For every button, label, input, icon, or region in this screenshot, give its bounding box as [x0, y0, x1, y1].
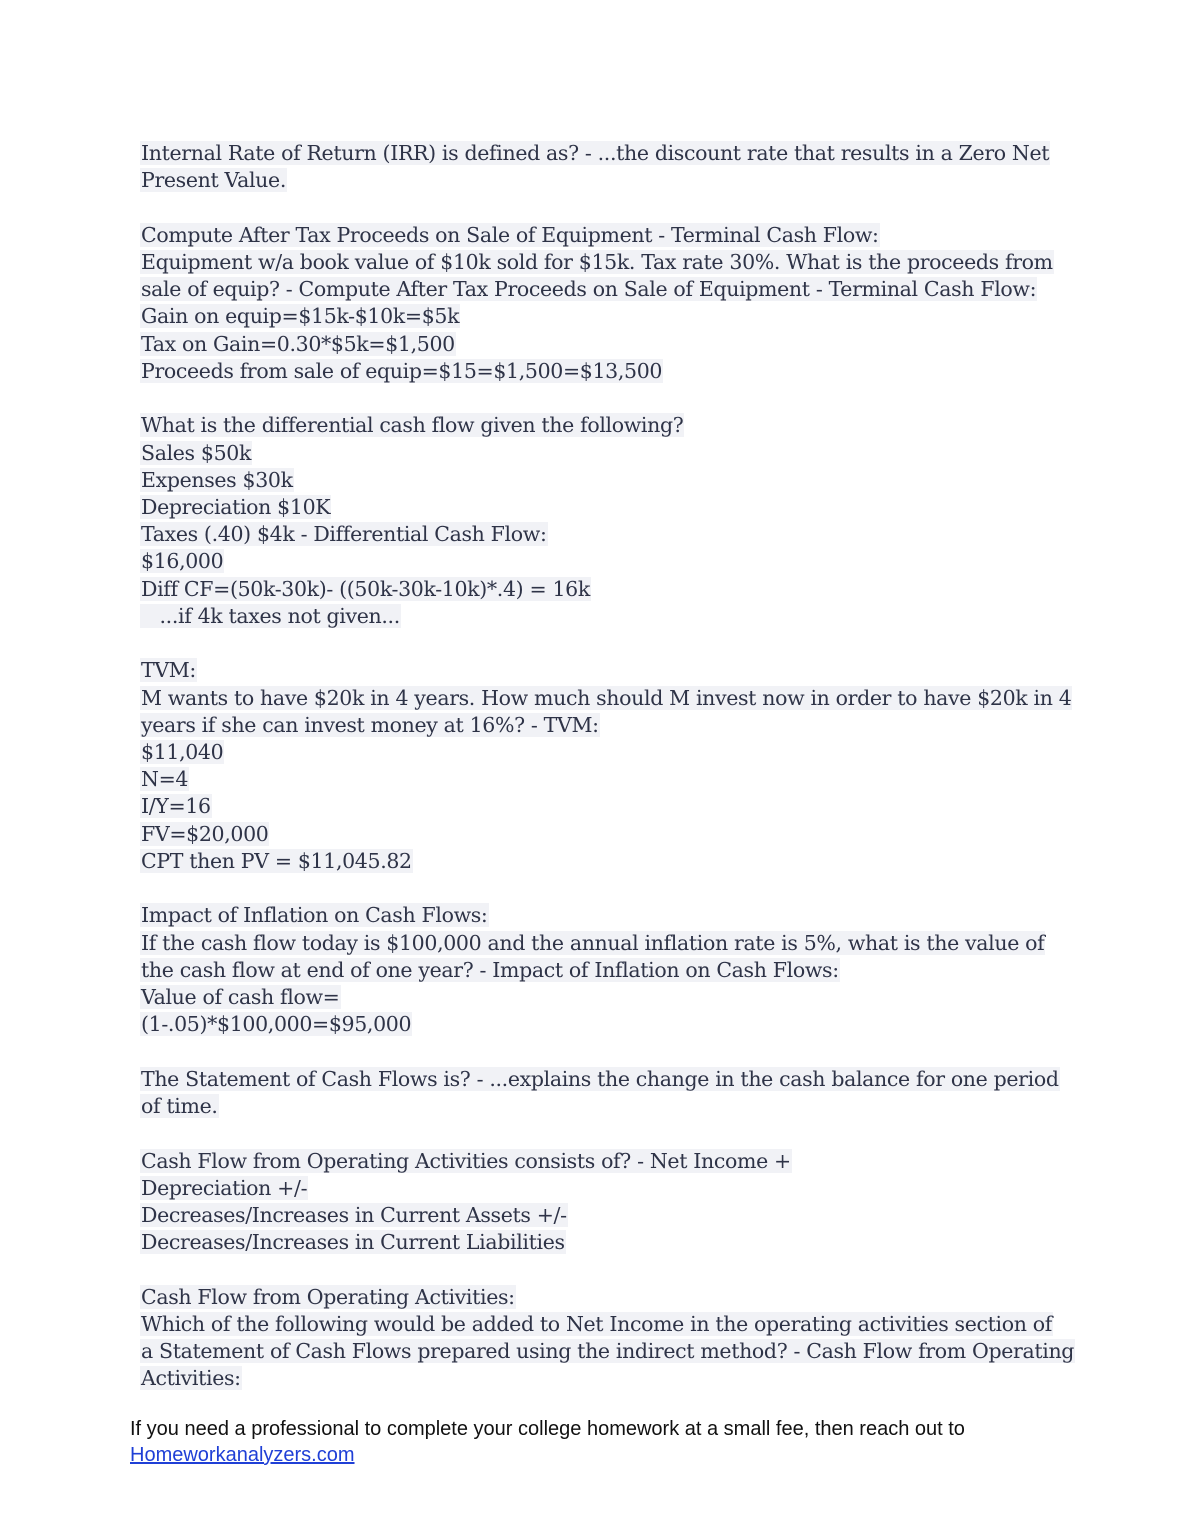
- qa-line-text: Value of cash flow=: [141, 985, 340, 1010]
- qa-line: [140, 657, 1050, 684]
- qa-line-text: of time.: [141, 1094, 218, 1119]
- qa-line-text: Present Value.: [141, 168, 286, 193]
- qa-block: [140, 902, 1050, 1038]
- qa-block: [140, 657, 1072, 875]
- qa-line-text: Activities:: [141, 1366, 241, 1391]
- qa-line: [140, 440, 1050, 467]
- qa-line: [140, 331, 1050, 358]
- homework-link[interactable]: Homeworkanalyzers.com: [130, 1444, 355, 1466]
- qa-block: [140, 222, 1053, 385]
- qa-line: [140, 848, 1050, 875]
- qa-block: [140, 1284, 1075, 1393]
- qa-line: [140, 1311, 1050, 1338]
- qa-line-text: Sales $50k: [141, 440, 252, 465]
- qa-line: [140, 1066, 1059, 1093]
- qa-line-text: What is the differential cash flow given the following?: [141, 413, 684, 438]
- qa-line-text: the cash flow at end of one year? - Impact of Inflation on Cash Flows:: [141, 957, 839, 982]
- qa-line-text: years if she can invest money at 16%? - TVM:: [141, 712, 599, 737]
- qa-line: [140, 276, 1050, 303]
- qa-line: [140, 930, 1050, 957]
- qa-line-text: Equipment w/a book value of $10k sold for $15k. Tax rate 30%. What is the proceeds from: [141, 250, 1053, 274]
- qa-line-text: Compute After Tax Proceeds on Sale of Equipment - Terminal Cash Flow:: [141, 222, 879, 247]
- footer-promo: [130, 1416, 1060, 1468]
- qa-line: [140, 1284, 1050, 1311]
- qa-line: [140, 712, 1050, 739]
- qa-line: [140, 303, 1050, 330]
- qa-line-text: Proceeds from sale of equip=$15=$1,500=$13,500: [141, 358, 663, 383]
- qa-line: [140, 249, 1053, 276]
- qa-line: [140, 521, 1050, 548]
- qa-line-text: Tax on Gain=0.30*$5k=$1,500: [141, 331, 455, 356]
- qa-line: [140, 1229, 1050, 1256]
- qa-line: [140, 1093, 1050, 1120]
- qa-line-text: TVM:: [141, 658, 196, 683]
- qa-line-text: Diff CF=(50k-30k)- ((50k-30k-10k)*.4) = 16k: [141, 576, 590, 601]
- qa-content: [140, 140, 1075, 1420]
- qa-block: [140, 1148, 1050, 1257]
- qa-line-text: If the cash flow today is $100,000 and the annual inflation rate is 5%, what is the value of: [141, 930, 1045, 955]
- qa-line: [140, 766, 1050, 793]
- qa-line: [140, 984, 1050, 1011]
- qa-line-text: a Statement of Cash Flows prepared using the indirect method? - Cash Flow from Operating: [141, 1339, 1075, 1364]
- qa-line: [140, 1175, 1050, 1202]
- footer-text: If you need a professional to complete your college homework at a small fee, then reach out to: [130, 1418, 965, 1440]
- qa-line-text: Gain on equip=$15k-$10k=$5k: [141, 304, 460, 329]
- qa-line-text: $16,000: [141, 549, 224, 574]
- qa-line-text: Cash Flow from Operating Activities consists of? - Net Income +: [141, 1148, 791, 1173]
- qa-line: [140, 821, 1050, 848]
- qa-line-text: Internal Rate of Return (IRR) is defined as? - ...the discount rate that results in a Zero Net: [141, 141, 1050, 165]
- qa-line-text: FV=$20,000: [141, 821, 269, 846]
- qa-line: [140, 902, 1050, 929]
- qa-line: [140, 412, 1050, 439]
- qa-line: [140, 222, 1050, 249]
- qa-line: [140, 140, 1050, 167]
- qa-line-text: Decreases/Increases in Current Liabilities: [141, 1230, 565, 1255]
- qa-line: [140, 167, 1050, 194]
- qa-line-text: I/Y=16: [141, 794, 211, 819]
- qa-line: [140, 494, 1050, 521]
- qa-line: [140, 548, 1050, 575]
- qa-line-text: Taxes (.40) $4k - Differential Cash Flow:: [141, 522, 547, 547]
- qa-line-text: M wants to have $20k in 4 years. How much should M invest now in order to have $20k in 4: [141, 685, 1072, 710]
- qa-line: [140, 1011, 1050, 1038]
- qa-line-text: Which of the following would be added to Net Income in the operating activities section of: [141, 1312, 1052, 1337]
- qa-line: [140, 1365, 1050, 1392]
- qa-line: [140, 793, 1050, 820]
- qa-line-text: Depreciation +/-: [141, 1175, 308, 1200]
- qa-line: [140, 603, 1050, 630]
- qa-line-text: The Statement of Cash Flows is? - ...explains the change in the cash balance for one period: [141, 1066, 1059, 1091]
- qa-line-text: Expenses $30k: [141, 467, 293, 492]
- qa-block: [140, 1066, 1059, 1120]
- qa-line-text: Cash Flow from Operating Activities:: [141, 1284, 515, 1309]
- qa-block: [140, 412, 1050, 630]
- qa-line-text: Impact of Inflation on Cash Flows:: [141, 903, 488, 928]
- qa-line-text: (1-.05)*$100,000=$95,000: [141, 1012, 412, 1037]
- qa-block: [140, 140, 1050, 194]
- qa-line-text: ...if 4k taxes not given...: [141, 603, 400, 628]
- qa-line: [140, 739, 1050, 766]
- qa-line: [140, 576, 1050, 603]
- qa-line: [140, 1148, 1050, 1175]
- qa-line-text: $11,040: [141, 740, 224, 765]
- qa-line-text: sale of equip? - Compute After Tax Proceeds on Sale of Equipment - Terminal Cash Flow:: [141, 277, 1037, 302]
- qa-line: [140, 1202, 1050, 1229]
- qa-line-text: Depreciation $10K: [141, 495, 331, 520]
- qa-line: [140, 957, 1050, 984]
- qa-line: [140, 358, 1050, 385]
- qa-line-text: Decreases/Increases in Current Assets +/-: [141, 1203, 567, 1228]
- qa-line: [140, 1338, 1075, 1365]
- qa-line: [140, 685, 1072, 712]
- qa-line-text: N=4: [141, 767, 189, 792]
- qa-line-text: CPT then PV = $11,045.82: [141, 848, 412, 873]
- qa-line: [140, 467, 1050, 494]
